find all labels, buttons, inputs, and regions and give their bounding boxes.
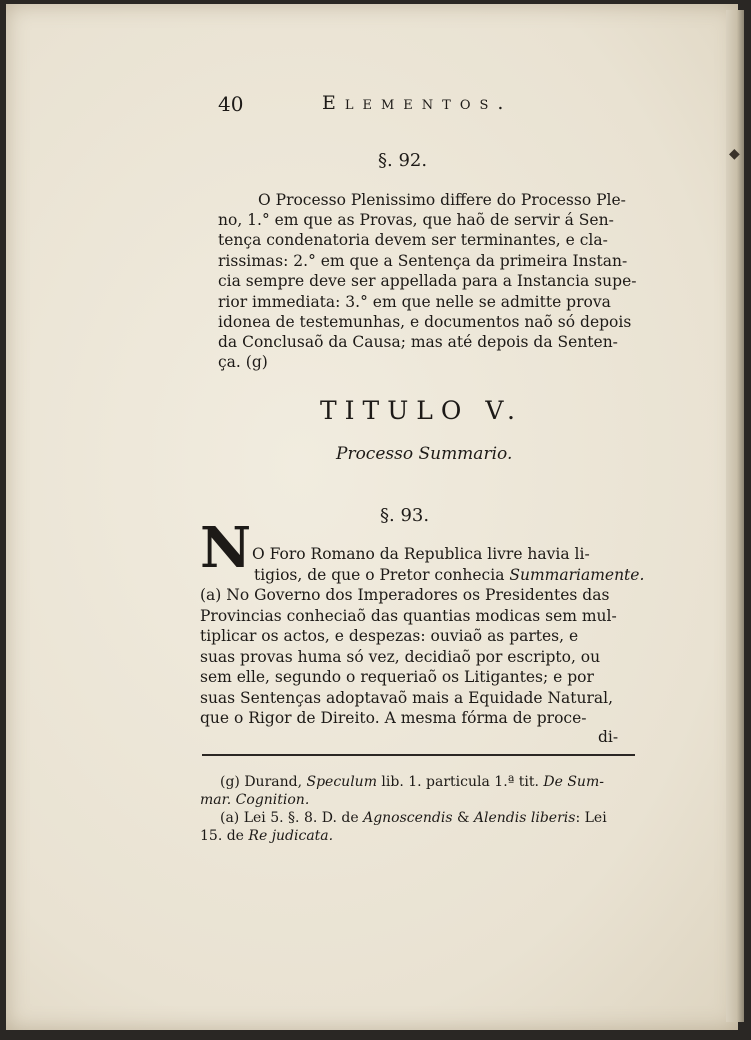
section-92-line: tença condenatoria devem ser terminantes, e cla- xyxy=(218,231,608,249)
fn-text: : Lei xyxy=(575,810,607,826)
section-93-line: suas Sentenças adoptavaõ mais a Equidade Natural, xyxy=(200,689,614,707)
section-92-line: O Processo Plenissimo differe do Processo Ple- xyxy=(258,191,626,209)
running-title: Elementos. xyxy=(322,92,513,114)
section-92-line: rissimas: 2.° em que a Sentença da primeira Instan- xyxy=(218,252,628,270)
fn-text: (g) Durand, xyxy=(220,774,307,790)
page-number: 40 xyxy=(218,92,244,116)
section-93-heading: §. 93. xyxy=(380,505,430,526)
footnote-rule xyxy=(202,754,635,756)
footnote-a xyxy=(220,810,607,826)
section-92-line: idonea de testemunhas, e documentos naõ só depois xyxy=(218,313,632,331)
fn-italic: Alendis liberis xyxy=(473,810,576,826)
section-92-line: cia sempre deve ser appellada para a Instancia supe- xyxy=(218,272,637,290)
fn-italic: Speculum xyxy=(306,774,377,790)
page-clip-icon: ◆ xyxy=(729,146,740,162)
section-93-line: tiplicar os actos, e despezas: ouviaõ as partes, e xyxy=(200,627,579,645)
drop-cap: N xyxy=(200,515,252,581)
fn-text: & xyxy=(452,810,474,826)
section-93-line xyxy=(254,566,644,584)
section-93-line: O Foro Romano da Republica livre havia li- xyxy=(252,545,590,563)
section-92-heading: §. 92. xyxy=(378,150,428,171)
chapter-subtitle: Processo Summario. xyxy=(336,444,513,464)
fn-text: (a) Lei 5. §. 8. D. de xyxy=(220,810,364,826)
line-italic-text: Summariamente. xyxy=(509,566,645,584)
section-92-line: da Conclusaõ da Causa; mas até depois da Senten- xyxy=(218,333,618,351)
section-92-line: ça. (g) xyxy=(218,353,268,371)
section-93-line: Provincias conheciaõ das quantias modicas sem mul- xyxy=(200,607,617,625)
book-page xyxy=(6,4,738,1030)
section-92-line: no, 1.° em que as Provas, que haõ de servir á Sen- xyxy=(218,211,614,229)
fn-text: lib. 1. particula 1.ª tit. xyxy=(376,774,544,790)
footnote-g-line2: mar. Cognition. xyxy=(200,792,310,808)
fn-italic: Agnoscendis xyxy=(363,810,453,826)
line-text: tigios, de que o Pretor conhecia xyxy=(254,566,510,584)
fn-italic: Re judicata. xyxy=(248,828,334,844)
chapter-title: TITULO V. xyxy=(320,396,523,425)
section-93-line: sem elle, segundo o requeriaõ os Litigantes; e por xyxy=(200,668,594,686)
footnote-a-line2 xyxy=(200,828,333,844)
section-92-line: rior immediata: 3.° em que nelle se admitte prova xyxy=(218,293,611,311)
fn-italic: De Sum- xyxy=(543,774,604,790)
footnote-g xyxy=(220,774,604,790)
fn-text: 15. de xyxy=(200,828,249,844)
section-93-line: suas provas huma só vez, decidiaõ por escripto, ou xyxy=(200,648,601,666)
section-93-line: (a) No Governo dos Imperadores os Presidentes das xyxy=(200,586,610,604)
section-93-line: que o Rigor de Direito. A mesma fórma de proce- xyxy=(200,709,587,727)
catchword: di- xyxy=(598,728,619,746)
